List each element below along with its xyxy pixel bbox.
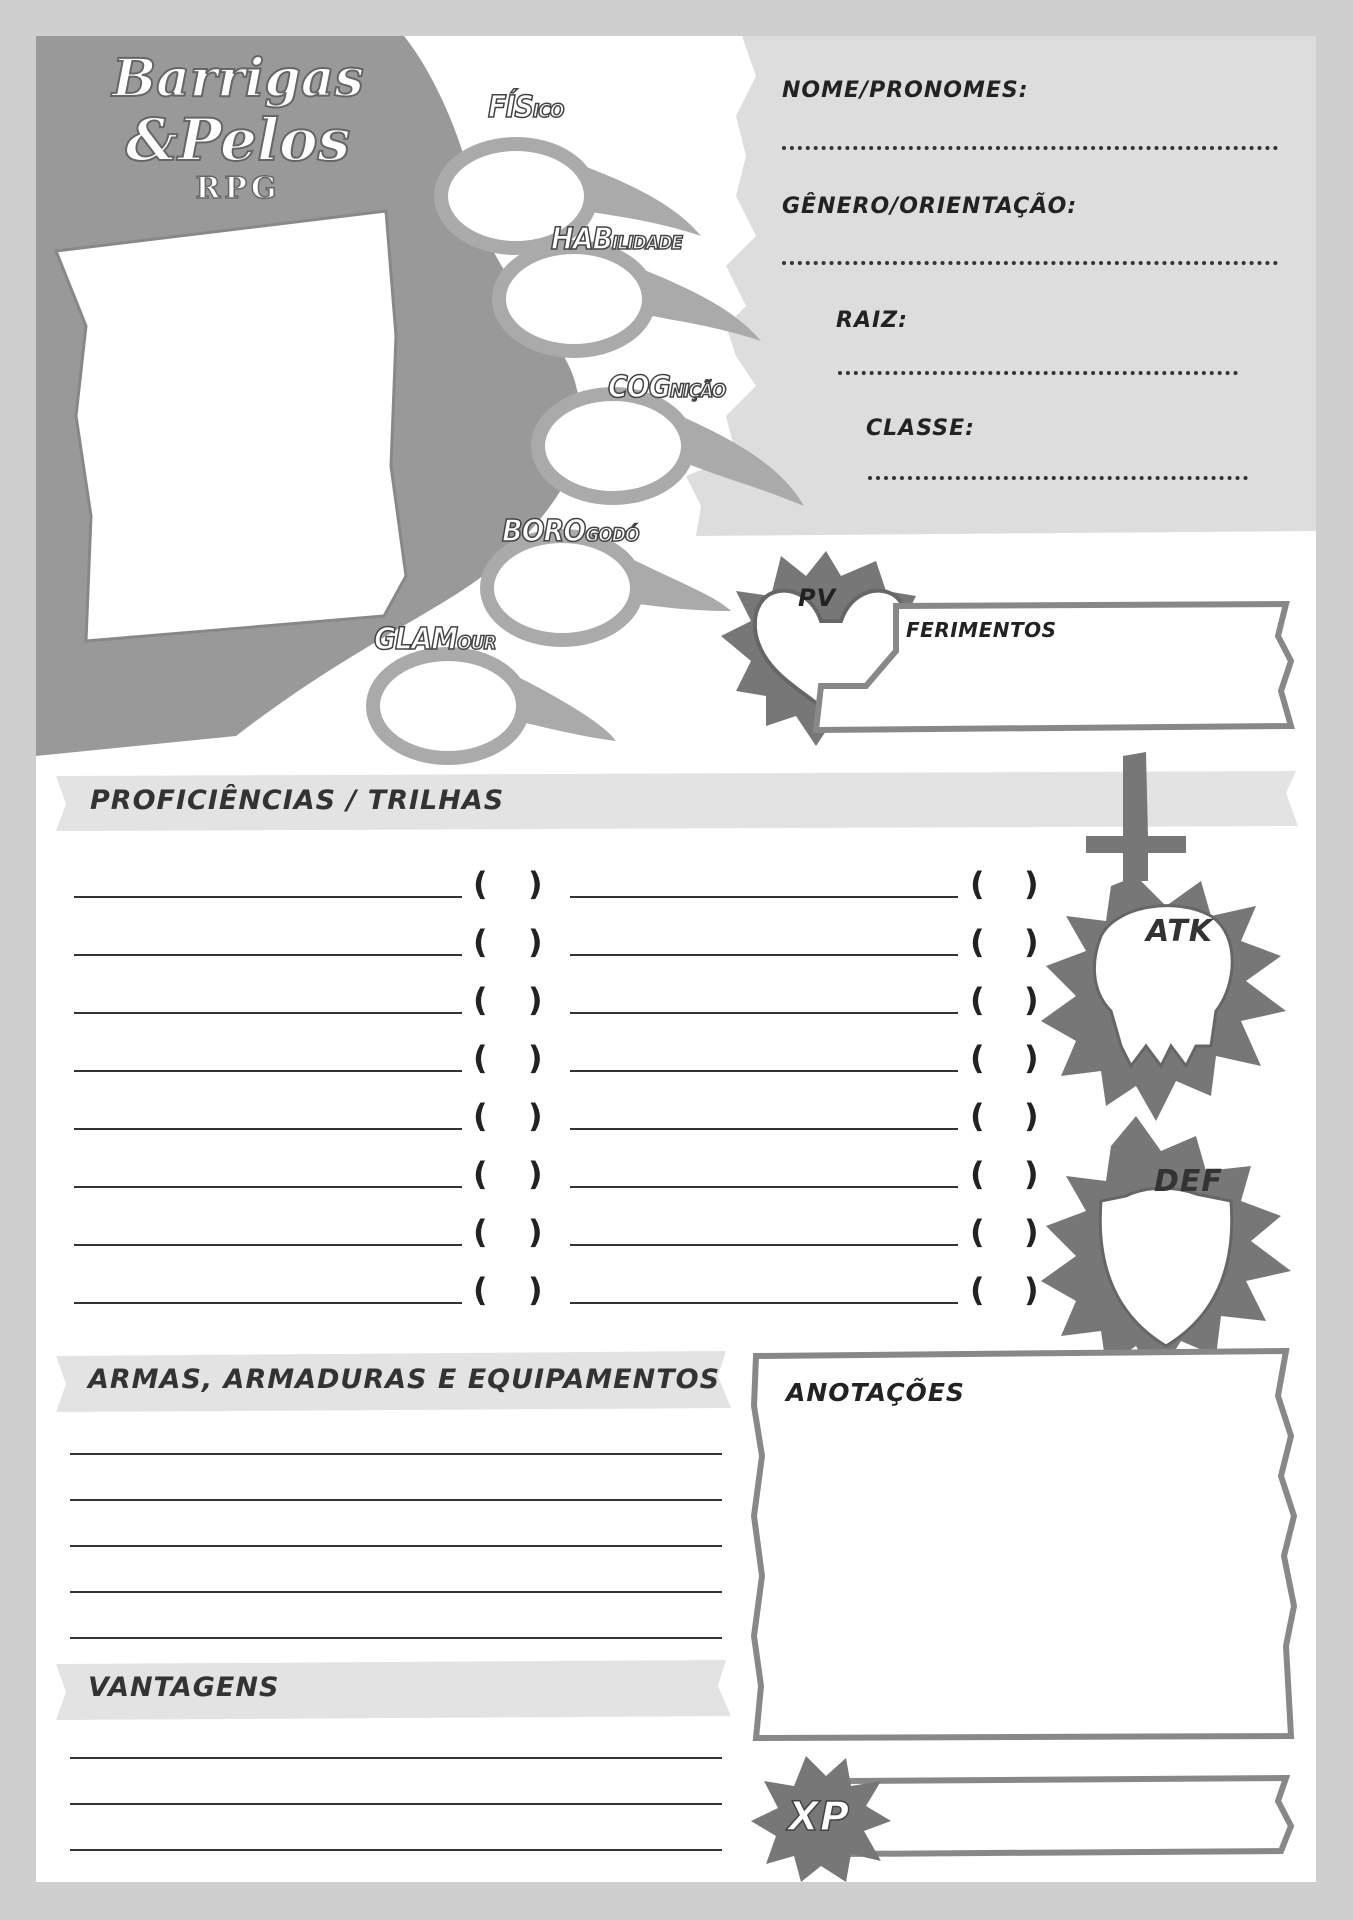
attr-habilidade-small: ILIDADE <box>612 232 682 254</box>
raiz-label: RAIZ: <box>836 308 908 333</box>
ferimentos-label: FERIMENTOS <box>906 618 1057 642</box>
prof-line[interactable] <box>570 1128 958 1130</box>
prof-line[interactable] <box>570 954 958 956</box>
prof-line[interactable] <box>570 1070 958 1072</box>
prof-line[interactable] <box>74 954 462 956</box>
prof-paren-left: ( <box>473 865 488 903</box>
prof-paren-right: ) <box>528 1213 543 1251</box>
nome-label: NOME/PRONOMES: <box>782 78 1029 103</box>
prof-paren-left: ( <box>473 1097 488 1135</box>
prof-paren-right: ) <box>1024 1271 1039 1309</box>
atk-input[interactable] <box>1111 956 1221 1016</box>
pv-input[interactable] <box>766 621 896 691</box>
prof-paren-left: ( <box>473 981 488 1019</box>
prof-paren-left: ( <box>473 1213 488 1251</box>
prof-paren-right: ) <box>1024 1039 1039 1077</box>
prof-paren-left: ( <box>473 1039 488 1077</box>
prof-paren-right: ) <box>1024 1097 1039 1135</box>
atk-label: ATK <box>1146 914 1214 949</box>
prof-paren-right: ) <box>528 981 543 1019</box>
attr-input-fisico[interactable] <box>456 156 576 236</box>
prof-paren-left: ( <box>970 865 985 903</box>
attr-habilidade-big: HAB <box>551 222 613 257</box>
prof-paren-right: ) <box>1024 865 1039 903</box>
prof-paren-left: ( <box>970 1039 985 1077</box>
xp-label: XP <box>788 1794 851 1840</box>
prof-line[interactable] <box>570 1186 958 1188</box>
genero-label: GÊNERO/ORIENTAÇÃO: <box>782 194 1078 219</box>
armas-line[interactable] <box>70 1499 722 1501</box>
attr-fisico-small: ICO <box>532 100 564 122</box>
attr-input-habilidade[interactable] <box>514 259 634 339</box>
anotacoes-input[interactable] <box>771 1416 1271 1726</box>
prof-line[interactable] <box>570 1302 958 1304</box>
prof-line[interactable] <box>74 896 462 898</box>
genero-field[interactable] <box>782 261 1278 265</box>
prof-line[interactable] <box>74 1186 462 1188</box>
classe-field[interactable] <box>868 476 1248 480</box>
portrait-area[interactable] <box>86 256 376 626</box>
identity-paper-bg <box>686 36 1316 536</box>
attr-label-glamour <box>374 622 496 657</box>
armas-line[interactable] <box>70 1453 722 1455</box>
attr-input-borogodo[interactable] <box>502 548 622 628</box>
vantagens-line[interactable] <box>70 1803 722 1805</box>
prof-line[interactable] <box>74 1070 462 1072</box>
armas-line[interactable] <box>70 1545 722 1547</box>
prof-paren-left: ( <box>473 1155 488 1193</box>
prof-line[interactable] <box>570 896 958 898</box>
attr-borogodo-small: GODÓ <box>585 524 639 546</box>
prof-line[interactable] <box>74 1244 462 1246</box>
prof-paren-right: ) <box>528 1039 543 1077</box>
classe-label: CLASSE: <box>866 416 975 441</box>
anotacoes-label: ANOTAÇÕES <box>786 1378 965 1407</box>
attr-glamour-small: OUR <box>457 632 496 654</box>
prof-paren-left: ( <box>473 923 488 961</box>
attr-label-cognicao <box>608 370 725 405</box>
attr-glamour-big: GLAM <box>374 622 458 657</box>
prof-paren-left: ( <box>473 1271 488 1309</box>
ferimentos-input[interactable] <box>906 646 1276 721</box>
prof-paren-left: ( <box>970 1213 985 1251</box>
logo <box>108 50 368 206</box>
attr-fisico-big: FÍS <box>488 90 533 125</box>
vantagens-line[interactable] <box>70 1849 722 1851</box>
prof-paren-right: ) <box>1024 1155 1039 1193</box>
prof-paren-right: ) <box>1024 1213 1039 1251</box>
def-input[interactable] <box>1121 1211 1221 1301</box>
armas-line[interactable] <box>70 1637 722 1639</box>
attr-input-glamour[interactable] <box>388 666 508 746</box>
attr-input-cognicao[interactable] <box>553 406 673 486</box>
prof-line[interactable] <box>74 1302 462 1304</box>
logo-line2: &Pelos <box>125 106 351 174</box>
xp-input[interactable] <box>896 1786 1276 1846</box>
attr-cognicao-small: NIÇÃO <box>669 380 726 402</box>
prof-paren-left: ( <box>970 923 985 961</box>
prof-paren-left: ( <box>970 1271 985 1309</box>
nome-field[interactable] <box>782 146 1278 150</box>
prof-line[interactable] <box>570 1244 958 1246</box>
armas-line[interactable] <box>70 1591 722 1593</box>
logo-line1: Barrigas <box>112 48 364 109</box>
attr-cognicao-big: COG <box>608 370 670 405</box>
proficiencias-header: PROFICIÊNCIAS / TRILHAS <box>90 785 505 816</box>
armas-header: ARMAS, ARMADURAS E EQUIPAMENTOS <box>88 1364 721 1395</box>
attr-label-fisico <box>488 90 563 125</box>
prof-paren-right: ) <box>528 923 543 961</box>
prof-paren-right: ) <box>528 865 543 903</box>
prof-paren-right: ) <box>528 1271 543 1309</box>
prof-paren-left: ( <box>970 981 985 1019</box>
attr-borogodo-big: BORO <box>502 514 586 549</box>
vantagens-line[interactable] <box>70 1757 722 1759</box>
logo-line3: RPG <box>195 171 281 206</box>
vantagens-header: VANTAGENS <box>88 1672 280 1703</box>
def-label: DEF <box>1154 1164 1223 1199</box>
prof-line[interactable] <box>570 1012 958 1014</box>
prof-paren-left: ( <box>970 1155 985 1193</box>
character-sheet <box>36 36 1316 1882</box>
raiz-field[interactable] <box>838 371 1238 375</box>
pv-label: PV <box>798 584 837 612</box>
prof-paren-right: ) <box>1024 981 1039 1019</box>
attr-label-borogodo <box>502 514 639 549</box>
prof-paren-left: ( <box>970 1097 985 1135</box>
prof-line[interactable] <box>74 1012 462 1014</box>
prof-paren-right: ) <box>528 1097 543 1135</box>
attr-label-habilidade <box>551 222 682 257</box>
prof-paren-right: ) <box>528 1155 543 1193</box>
prof-paren-right: ) <box>1024 923 1039 961</box>
prof-line[interactable] <box>74 1128 462 1130</box>
